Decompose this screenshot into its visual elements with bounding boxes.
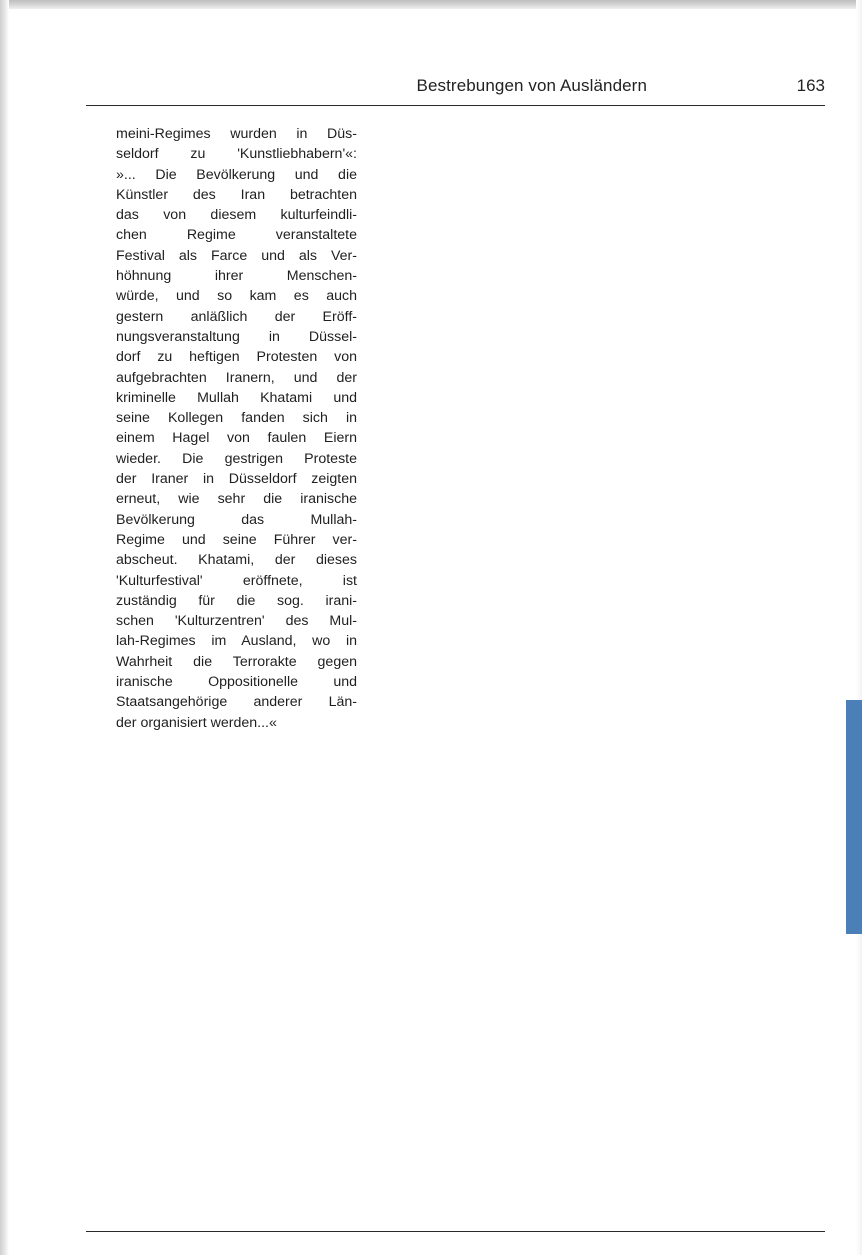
text-line: meini-Regimes wurden in Düs-	[116, 126, 357, 142]
scan-right-edge	[856, 0, 862, 1255]
text-line: Regime und seine Führer ver-	[116, 531, 357, 548]
text-line: das von diesem kulturfeindli-	[116, 207, 357, 224]
text-line: seldorf zu 'Kunstliebhabern'«:	[116, 146, 357, 163]
text-line: einem Hagel von faulen Eiern	[116, 430, 357, 447]
text-line: wieder. Die gestrigen Proteste	[116, 450, 357, 467]
text-line: Wahrheit die Terrorakte gegen	[116, 653, 357, 670]
text-line: Bevölkerung das Mullah-	[116, 511, 357, 528]
text-line: der Iraner in Düsseldorf zeigten	[116, 471, 357, 488]
text-line: abscheut. Khatami, der dieses	[116, 552, 357, 569]
text-line: kriminelle Mullah Khatami und	[116, 389, 357, 406]
text-line: nungsveranstaltung in Düssel-	[116, 328, 357, 345]
footer-rule	[86, 1231, 825, 1232]
text-line: 'Kulturfestival' eröffnete, ist	[116, 572, 357, 589]
text-line: würde, und so kam es auch	[116, 288, 357, 305]
text-line: gestern anläßlich der Eröff-	[116, 308, 357, 325]
text-line: dorf zu heftigen Protesten von	[116, 349, 357, 366]
text-line: seine Kollegen fanden sich in	[116, 410, 357, 427]
text-line: chen Regime veranstaltete	[116, 227, 357, 244]
text-line: schen 'Kulturzentren' des Mul-	[116, 613, 357, 630]
text-line: erneut, wie sehr die iranische	[116, 491, 357, 508]
page-number: 163	[796, 76, 825, 95]
text-line: höhnung ihrer Menschen-	[116, 268, 357, 285]
body-text-column	[116, 124, 357, 733]
text-line: iranische Oppositionelle und	[116, 674, 357, 691]
scan-top-edge	[0, 0, 862, 9]
text-line: zuständig für die sog. irani-	[116, 592, 357, 609]
scan-left-gutter	[0, 0, 9, 1255]
header-rule	[86, 105, 825, 106]
text-line: der organisiert werden...«	[116, 714, 277, 731]
text-line: Festival als Farce und als Ver-	[116, 247, 357, 264]
thumb-index-tab	[846, 700, 862, 934]
text-line: »... Die Bevölkerung und die	[116, 166, 357, 183]
text-line: lah-Regimes im Ausland, wo in	[116, 633, 357, 650]
running-header-title: Bestrebungen von Ausländern	[416, 76, 647, 95]
text-line: aufgebrachten Iranern, und der	[116, 369, 357, 386]
text-line: Künstler des Iran betrachten	[116, 186, 357, 203]
text-line: Staatsangehörige anderer Län-	[116, 694, 357, 711]
running-header	[86, 76, 825, 96]
